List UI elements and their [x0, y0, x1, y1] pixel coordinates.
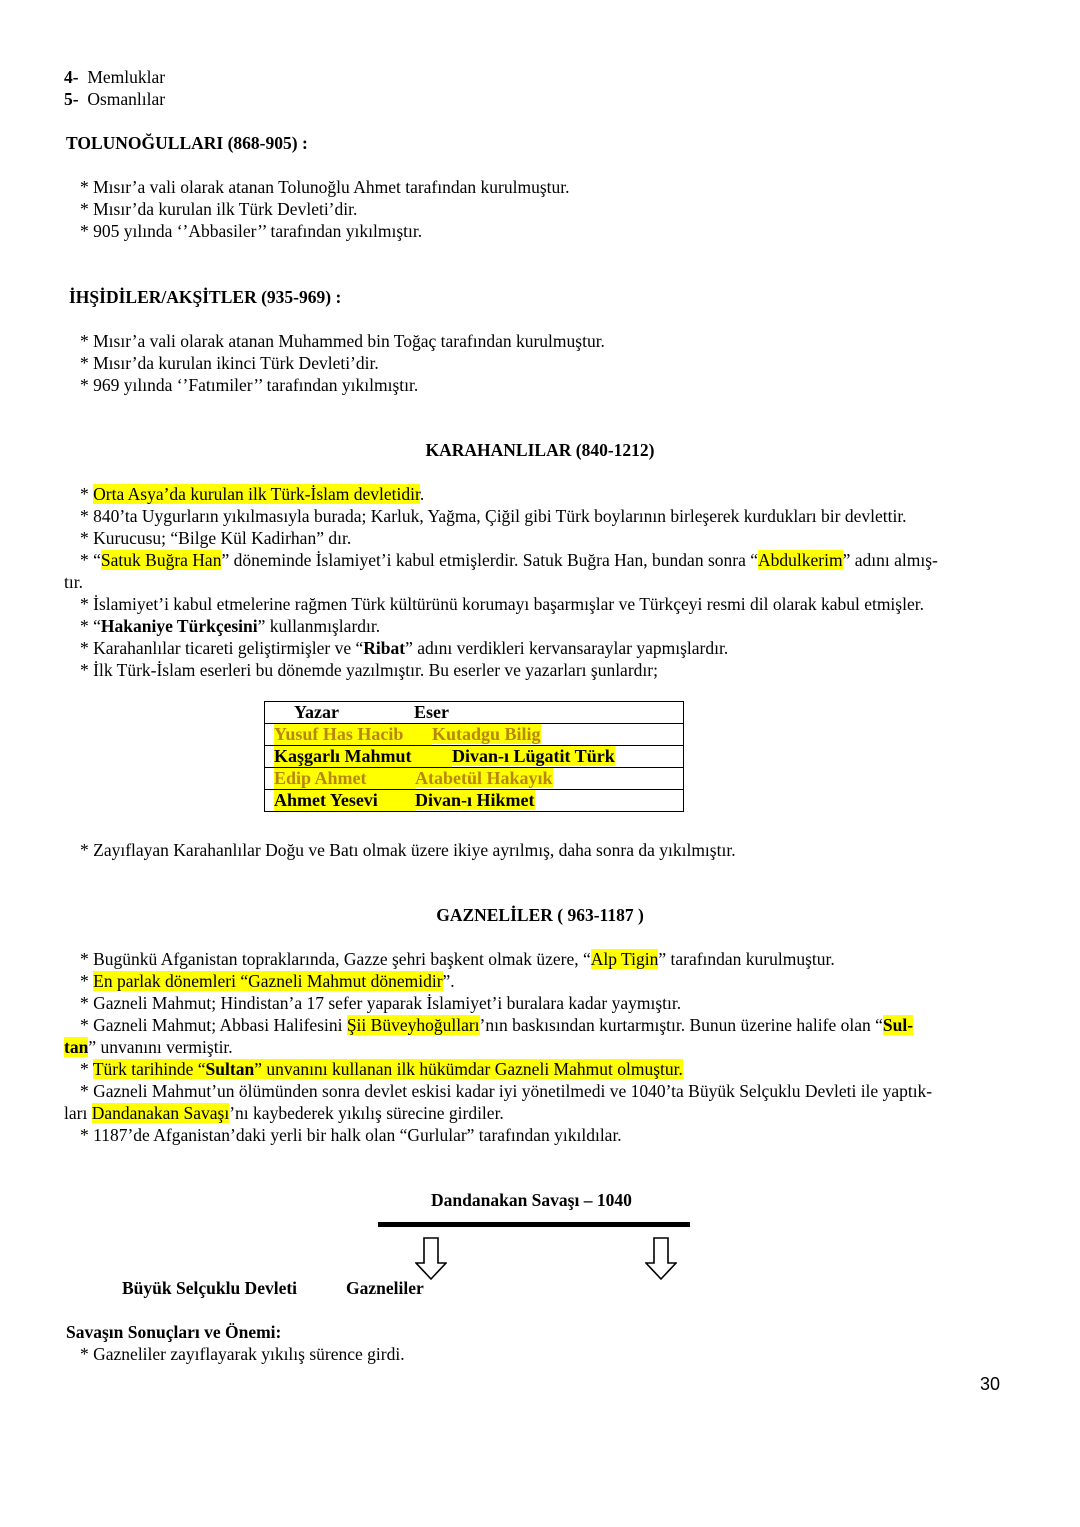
- bullet-item: * Bugünkü Afganistan topraklarında, Gazze şehri başkent olmak üzere, “Alp Tigin” tarafından kurulmuştur.: [80, 949, 835, 969]
- bullet-item: * İlk Türk-İslam eserleri bu dönemde yazılmıştır. Bu eserler ve yazarları şunlardır;: [80, 660, 658, 680]
- highlight: Orta Asya’da kurulan ilk Türk-İslam devletidir: [93, 484, 420, 504]
- bullet-item: * Mısır’a vali olarak atanan Tolunoğlu Ahmet tarafından kurulmuştur.: [80, 177, 570, 197]
- table-row: [265, 790, 684, 812]
- bullet-item: * Gazneliler zayıflayarak yıkılış sürence girdi.: [80, 1344, 405, 1364]
- arrow-down-icon: [645, 1237, 677, 1281]
- highlight: Şii Büveyhoğulları: [346, 1015, 480, 1035]
- diagram-title: Dandanakan Savaşı – 1040: [431, 1190, 632, 1210]
- bullet-item: * “Satuk Buğra Han” döneminde İslamiyet’i kabul etmişlerdir. Satuk Buğra Han, bundan sonra “Abdulkerim” adını almış-: [80, 550, 938, 570]
- table-row: [265, 768, 684, 790]
- work-cell: Atabetül Hakayık: [415, 768, 553, 788]
- highlight: tan: [64, 1037, 89, 1057]
- highlight: Abdulkerim: [758, 550, 843, 570]
- highlight: Alp Tigin: [590, 949, 659, 969]
- line-continuation: tır.: [64, 572, 83, 592]
- work-cell: Divan-ı Lügatit Türk: [452, 746, 615, 766]
- highlight: Türk tarihinde “Sultan” unvanını kullanan ilk hükümdar Gazneli Mahmut olmuştur.: [92, 1059, 683, 1079]
- line-continuation: ları Dandanakan Savaşı’nı kaybederek yıkılış sürecine girdiler.: [64, 1103, 504, 1123]
- section-heading-ihsidiler: İHŞİDİLER/AKŞİTLER (935-969) :: [69, 287, 342, 307]
- bullet-item: * Gazneli Mahmut; Abbasi Halifesini Şii Büveyhoğulları’nın baskısından kurtarmıştır. Bunun üzerine halife olan “Sul-: [80, 1015, 914, 1035]
- work-cell: Kutadgu Bilig: [432, 724, 541, 744]
- diagram-side-left: Büyük Selçuklu Devleti: [122, 1278, 298, 1298]
- bullet-item: * 905 yılında ‘’Abbasiler’’ tarafından yıkılmıştır.: [80, 221, 423, 241]
- table-header-row: [265, 702, 684, 724]
- highlight: En parlak dönemleri “Gazneli Mahmut dönemidir: [93, 971, 443, 991]
- author-cell: Yusuf Has Hacib: [274, 724, 432, 745]
- section-heading-karahanlilar: KARAHANLILAR (840-1212): [425, 440, 655, 460]
- bullet-item: * Gazneli Mahmut; Hindistan’a 17 sefer yaparak İslamiyet’i buralara kadar yaymıştır.: [80, 993, 682, 1013]
- author-cell: Edip Ahmet: [274, 768, 415, 789]
- list-item-4: 4- Memluklar: [64, 67, 166, 87]
- bullet-item: * Mısır’da kurulan ilk Türk Devleti’dir.: [80, 199, 358, 219]
- section-heading-gazneliler: GAZNELİLER ( 963-1187 ): [436, 905, 644, 925]
- bullet-item: * Gazneli Mahmut’un ölümünden sonra devlet eskisi kadar iyi yönetilmedi ve 1040’ta Büyük Selçuklu Devleti ile yaptık-: [80, 1081, 933, 1101]
- author-cell: Ahmet Yesevi: [274, 790, 415, 811]
- bullet-item: * Zayıflayan Karahanlılar Doğu ve Batı olmak üzere ikiye ayrılmış, daha sonra da yıkılmıştır.: [80, 840, 736, 860]
- bullet-item: * “Hakaniye Türkçesini” kullanmışlardır.: [80, 616, 381, 636]
- author-cell: Kaşgarlı Mahmut: [274, 746, 452, 767]
- table-row: [265, 724, 684, 746]
- list-item-5: 5- Osmanlılar: [64, 89, 166, 109]
- bullet-item: * Türk tarihinde “Sultan” unvanını kullanan ilk hükümdar Gazneli Mahmut olmuştur.: [80, 1059, 683, 1079]
- diagram-bar: [378, 1222, 690, 1227]
- bullet-item: * Mısır’a vali olarak atanan Muhammed bin Toğaç tarafından kurulmuştur.: [80, 331, 605, 351]
- column-header-author: Yazar: [294, 702, 339, 722]
- column-header-work: Eser: [414, 702, 449, 722]
- arrow-down-icon: [415, 1237, 447, 1281]
- table-row: [265, 746, 684, 768]
- bullet-item: * Mısır’da kurulan ikinci Türk Devleti’dir.: [80, 353, 379, 373]
- bullet-item: * En parlak dönemleri “Gazneli Mahmut dönemidir”.: [80, 971, 455, 991]
- bullet-item: * Karahanlılar ticareti geliştirmişler ve “Ribat” adını verdikleri kervansaraylar yapmışlardır.: [80, 638, 729, 658]
- bullet-item: * İslamiyet’i kabul etmelerine rağmen Türk kültürünü korumayı başarmışlar ve Türkçeyi resmi dil olarak kabul etmişler.: [80, 594, 924, 614]
- highlight: Satuk Buğra Han: [100, 550, 222, 570]
- bullet-item: * Kurucusu; “Bilge Kül Kadirhan” dır.: [80, 528, 352, 548]
- line-continuation: tan” unvanını vermiştir.: [64, 1037, 233, 1057]
- bullet-item: * 1187’de Afganistan’daki yerli bir halk olan “Gurlular” tarafından yıkıldılar.: [80, 1125, 622, 1145]
- works-table: [264, 701, 684, 812]
- bullet-item: * Orta Asya’da kurulan ilk Türk-İslam devletidir.: [80, 484, 425, 504]
- bullet-item: * 969 yılında ‘’Fatımiler’’ tarafından yıkılmıştır.: [80, 375, 419, 395]
- results-heading: Savaşın Sonuçları ve Önemi:: [66, 1322, 282, 1342]
- highlight: Sul-: [882, 1015, 914, 1035]
- bullet-item: * 840’ta Uygurların yıkılmasıyla burada; Karluk, Yağma, Çiğil gibi Türk boylarının birleşerek kurdukları bir devlettir.: [80, 506, 907, 526]
- work-cell: Divan-ı Hikmet: [415, 790, 535, 810]
- section-heading-tolunogullari: TOLUNOĞULLARI (868-905) :: [66, 133, 308, 153]
- highlight: Dandanakan Savaşı: [91, 1103, 230, 1123]
- page-number: 30: [980, 1374, 1001, 1394]
- diagram-side-right: Gazneliler: [346, 1278, 424, 1298]
